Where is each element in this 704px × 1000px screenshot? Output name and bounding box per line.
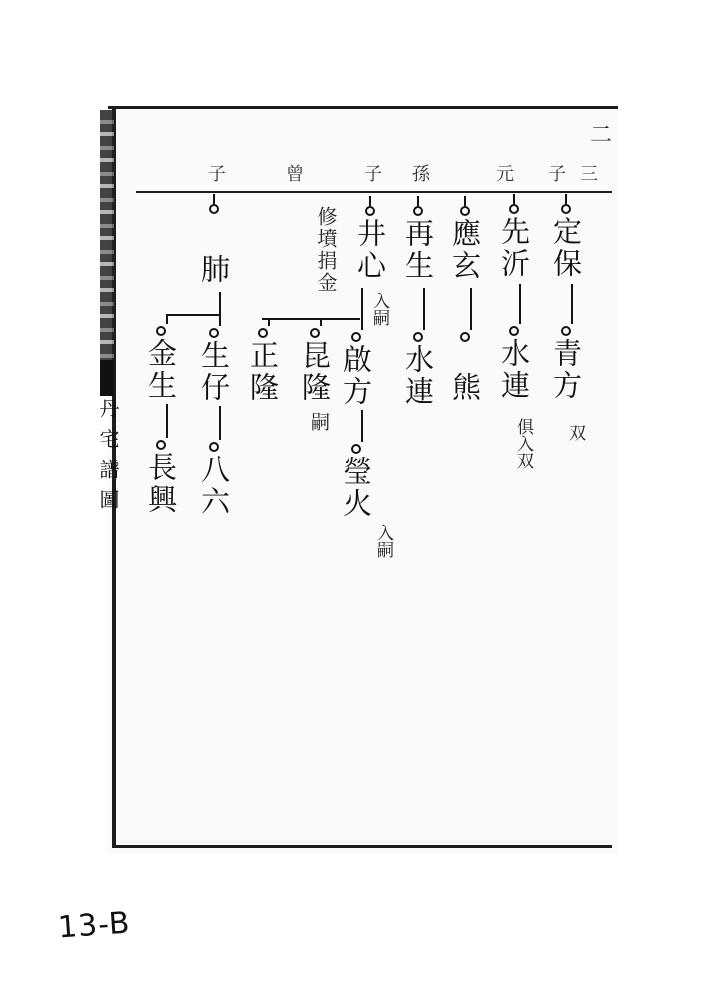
merit-note: 修墳捐金 bbox=[314, 206, 338, 294]
lineage-line bbox=[166, 314, 168, 324]
page-number: 二 bbox=[590, 123, 613, 148]
person-name: 應玄 bbox=[448, 218, 482, 282]
lineage-line bbox=[519, 284, 521, 324]
generation-label: 曾 bbox=[286, 164, 304, 185]
lineage-line bbox=[470, 288, 472, 330]
branch-line bbox=[166, 314, 220, 316]
person-note: 俱入双 bbox=[513, 418, 533, 469]
page-frame-top bbox=[108, 106, 618, 109]
lineage-line bbox=[268, 318, 270, 326]
generation-label: 子 bbox=[364, 164, 382, 185]
lineage-line bbox=[361, 410, 363, 442]
lineage-line bbox=[219, 406, 221, 440]
generation-label: 子 bbox=[208, 164, 226, 185]
handwritten-page-mark: 13-B bbox=[56, 905, 132, 946]
person-name: 井心 bbox=[353, 218, 387, 282]
person-name: 生仔 bbox=[197, 340, 231, 404]
branch-line bbox=[262, 318, 360, 320]
generation-label: 三 bbox=[580, 164, 598, 185]
lineage-line bbox=[361, 288, 363, 330]
header-rule bbox=[136, 191, 612, 193]
generation-label: 子 bbox=[548, 164, 566, 185]
lineage-line bbox=[571, 284, 573, 324]
person-note: 入嗣 bbox=[373, 524, 393, 558]
lineage-line bbox=[423, 288, 425, 330]
person-name: 水連 bbox=[497, 338, 531, 402]
person-name: 定保 bbox=[549, 216, 583, 280]
person-name: 金生 bbox=[144, 338, 178, 402]
generation-label: 孫 bbox=[412, 164, 430, 185]
generation-label: 元 bbox=[496, 164, 514, 185]
person-name: 啟方 bbox=[339, 344, 373, 408]
person-name: 水連 bbox=[401, 344, 435, 408]
binding-edge bbox=[100, 110, 114, 360]
person-name: 八六 bbox=[197, 454, 231, 518]
person-note: 嗣 bbox=[308, 412, 330, 431]
margin-book-title: 丹 宅 譜 圖 bbox=[96, 398, 120, 512]
person-note: 入嗣 bbox=[369, 292, 389, 326]
person-name: 昆隆 bbox=[298, 340, 332, 404]
person-name: 青方 bbox=[549, 338, 583, 402]
person-name: 瑩火 bbox=[339, 456, 373, 520]
page-frame-bottom bbox=[112, 845, 612, 848]
binding-fishtail-mark bbox=[100, 360, 114, 396]
lineage-line bbox=[166, 404, 168, 438]
lineage-line bbox=[320, 318, 322, 326]
person-name: 再生 bbox=[401, 218, 435, 282]
person-name: 肺 bbox=[197, 254, 231, 286]
lineage-line bbox=[219, 292, 221, 326]
person-name: 長興 bbox=[144, 452, 178, 516]
person-name: 熊 bbox=[448, 372, 482, 404]
person-note: 双 bbox=[565, 424, 585, 441]
person-name: 先沂 bbox=[497, 216, 531, 280]
person-name: 正隆 bbox=[246, 340, 280, 404]
